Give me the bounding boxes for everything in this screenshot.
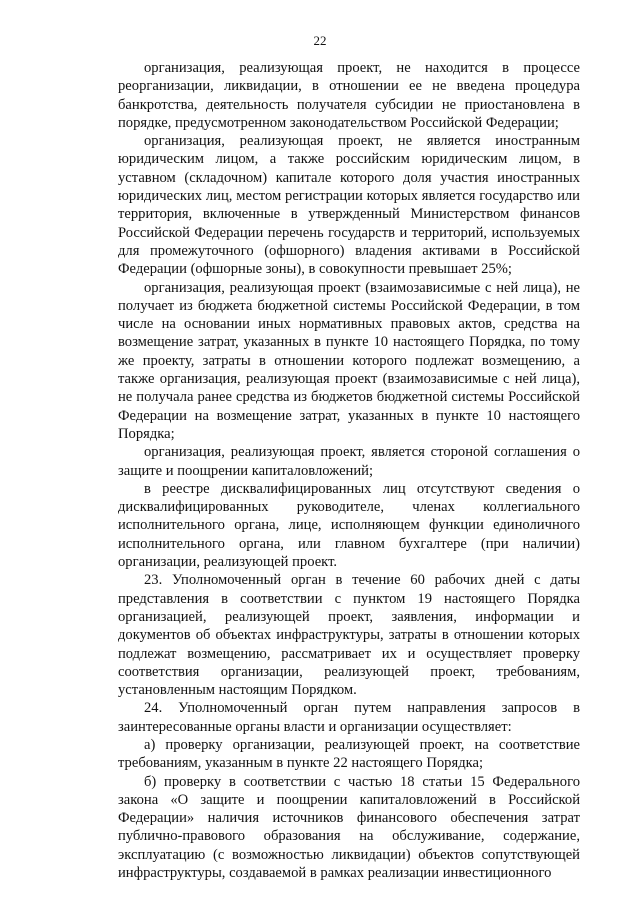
paragraph-investment-agreement-party: организация, реализующая проект, является стороной соглашения о защите и поощрении капиталовложений; (118, 444, 580, 479)
paragraph-clause-24-a: а) проверку организации, реализующей проект, на соответствие требованиям, указанным в пункте 22 настоящего Порядка; (118, 736, 580, 772)
paragraph-not-foreign-entity: организация, реализующая проект, не является иностранным юридическим лицом, а также российским юридическим лицом, в уставном (складочном) капитале которого доля участия иностранных юридических лиц, местом регистрации которых является государство или территория, включенные в утвержденный Министерством финансов Российской Федерации перечень государств и территорий, используемых для промежуточного (офшорного) владения активами в Российской Федерации (офшорные зоны), в совокупности превышает 25%; (118, 133, 580, 278)
page-number: 22 (313, 33, 327, 48)
document-body (118, 59, 580, 882)
paragraph-clause-23: 23. Уполномоченный орган в течение 60 рабочих дней с даты представления в соответствии с пунктом 19 настоящего Порядка организацией, реализующей проект, заявления, информации и документов об объектах инфраструктуры, затраты в отношении которых подлежат возмещению, рассматривает их и осуществляет проверку соответствия организации, реализующей проект, требованиям, установленным настоящим Порядком. (118, 572, 580, 699)
paragraph-not-in-reorganization: организация, реализующая проект, не находится в процессе реорганизации, ликвидации, в отношении ее не введена процедура банкротства, деятельность получателя субсидии не приостановлена в порядке, предусмотренном законодательством Российской Федерации; (118, 60, 580, 131)
paragraph-clause-24-b: б) проверку в соответствии с частью 18 статьи 15 Федерального закона «О защите и поощрении капиталовложений в Российской Федерации» наличия источников финансового обеспечения затрат публично-правового образования на обслуживание, содержание, эксплуатацию (с возможностью ликвидации) объектов сопутствующей инфраструктуры, создаваемой в рамках реализации инвестиционного (118, 773, 580, 882)
paragraph-clause-24: 24. Уполномоченный орган путем направления запросов в заинтересованные органы власти и организации осуществляет: (118, 700, 580, 735)
paragraph-no-duplicate-funding: организация, реализующая проект (взаимозависимые с ней лица), не получает из бюджета бюджетной системы Российской Федерации, в том числе на основании иных нормативных правовых актов, средства на возмещение затрат, указанных в пункте 10 настоящего Порядка, по тому же проекту, затраты в отношении которого подлежат возмещению, а также организация, реализующая проект (взаимозависимые с ней лица), не получала ранее средства из бюджетов бюджетной системы Российской Федерации на возмещение затрат, указанных в пункте 10 настоящего Порядка; (118, 279, 580, 442)
paragraph-no-disqualified-persons: в реестре дисквалифицированных лиц отсутствуют сведения о дисквалифицированных руководителе, членах коллегиального исполнительного органа, лице, исполняющем функции единоличного исполнительного органа, или главном бухгалтере (при наличии) организации, реализующей проект. (118, 480, 580, 571)
